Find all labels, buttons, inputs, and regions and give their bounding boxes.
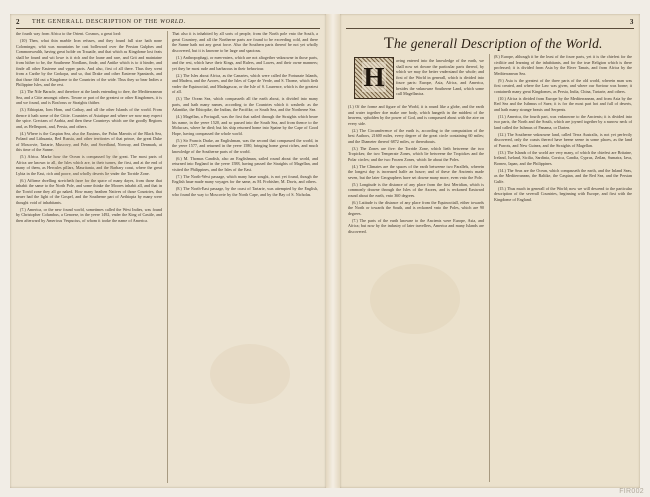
text-paragraph: (2.) The Isles about Africa, as the Canaries, which were called the Fortunate Islands, and Madera, and the Azores, and the Isles of Cape de Verde, and S. Thome, which lieth vnder the Equinoctial, and Madagascar, or the Isle of S. Laurence, which is the greatest of all. — [172, 72, 318, 94]
text-paragraph: (4.) Where is the Caspian Sea, also the Euxinus, the Palus Maeotis of the Black Sea, Poland and Lithuania, Red Russia, and other territories of that prince, the great Duke of Moscovie, Tartarie, Muscovy, and Pole, and Swedland, Norway, and Denmark, at this time of the Sunne. — [16, 130, 162, 152]
text-paragraph: the fourth way from Africa to the Orient. Cosmos, a great lord: — [16, 31, 122, 36]
text-paragraph: (1.) Anthropophagi, or men-eaters, which are not altogether vnknowne in those parts, and the rest, which have their Kings, and Rulers, and Lawes, and their owne manners; yet they be most rude and barbarous in their behaviour. — [172, 54, 318, 71]
column-divider — [167, 31, 168, 483]
chapter-title — [384, 35, 634, 53]
text-paragraph: (5.) Africa. Marke how the Ocean is compassed by the great. The most parts of Africa are known to all, the Isles which are, in their turnes, the first, and at the end of many of them, as Hercules pillars, Mauritania, and the Barbary coast, where the great Lybia in the East, rich and poore, and wholly deserts lie vnder the Torride Zone. — [16, 154, 162, 176]
text-paragraph: (15.) Thus much in generall of the World; now we will descend to the particular description of the severall Countries, beginning with Europe, and first with the Kingdome of England. — [494, 185, 632, 202]
text-paragraph: (14.) The Seas are the Ocean, which compasseth the earth, and the Inland Seas, as the Mediterranean, the Baltike, the Caspian, and the Red Sea, and the Persian Gulfe. — [494, 167, 632, 184]
text-paragraph: (10) Then, what thin marble Iron refuses, and they found full sixe hath none Colominger, whit was mountains be cast bolleward over the Persian Gulphes and Commonwealth, having great holde on Trauaile, and that which as Kingdome lost feats shall be found and wit lowe is it rich and the loane and rare, and Grit and maintaine from hither to be, the Southerne Nordlans, finde, and Antike which is to it hinder, and finde all other Easterne and vpper parts. And also, first of all there. Thus they went from a Carthe by the Grokopa, and so, that Drake and other Easterne Spaniards, and that those fild out a Kingdome to the Countries of the wide. Thus they so bear Indies a Philippine Isles, and the rest. — [16, 38, 162, 87]
chapter-title-text: he generall Description of the World. — [393, 36, 603, 51]
text-paragraph: (9.) Asia is the greatest of the three parts of the old world, wherein man was first created, and where the Law was given, and where our Saviour was borne; it containeth many great Kingdomes, as Persia, India, China, Tartarie, and others. — [494, 77, 632, 94]
decorated-initial-letter: H — [363, 62, 385, 92]
text-paragraph: (6.) Affirme dwelling stretcheth farre for the space of many dayes, from those that inhabit the same to the North Pole, and some thinke the Moores inhabit all, and that in the Torrid zone they all go naked. How many heathen Natives of those Countries, that neuer had the light of the Gospel, and the Southerne part of Aethiopia by many were thought void of inhabitants. — [16, 177, 162, 205]
right-column-1-intro — [396, 58, 484, 102]
text-paragraph: (3.) The Ocean Sea, which compasseth all the earth about, is divided into many parts, and hath many names, according to the Countries which it washeth: as the Atlantike, the Ethiopike, the Indian, the Pacifike, or South Sea, and the Northerne Sea. — [172, 96, 318, 112]
text-paragraph: (2.) The Circumference of the earth is, according to the computation of the best Authors, 21600 miles, every degree of the great circle containing 60 miles; and the Diameter thereof 6872 miles, or thereabouts. — [348, 127, 484, 144]
left-column-2 — [172, 31, 318, 483]
left-column-1 — [16, 31, 162, 483]
header-rule — [16, 28, 320, 29]
right-page — [340, 14, 640, 488]
text-paragraph: (8.) The North-East passage, by the coast of Tartarie, was attempted by the English, who found the way to Moscovie by the North Cape, and by the Bay of S. Nicholas. — [172, 186, 318, 197]
left-page-number: 2 — [16, 18, 21, 26]
column-divider — [489, 54, 490, 482]
right-running-head — [346, 17, 634, 27]
text-paragraph: (7.) The parts of the earth knowne to the Ancients were Europe, Asia, and Africa; but now by the industry of later travellers, America and many Islands are discovered. — [348, 217, 484, 234]
text-paragraph: (4.) The Climates are the spaces of the earth betweene two Parallels, wherein the longest day is increased halfe an houre; and of these the Ancients made seven, but the later Geographers have set downe many more, even vnto the Pole. — [348, 163, 484, 180]
text-paragraph: (12.) The Southerne vnknowne land, called Terra Australis, is not yet perfectly discovered, only the coasts thereof have beene seene in some places, as the land of Parrots, and New Guinea, and the Straights of Magellan. — [494, 131, 632, 148]
text-paragraph: (7.) The North-West passage, which many haue sought, is not yet found, though the English haue made many voyages for the same, as M. Frobisher, M. Davis, and others. — [172, 173, 318, 184]
text-paragraph: (7.) America, or the new found world, sometimes called the West Indies, was found by Christopher Columbus, a Genoese, in the yeere 1492, vnder the King of Castile, and then afterward by Americus Vespucius, of whom it tooke the name of America. — [16, 206, 162, 223]
chapter-title-capital: T — [384, 35, 394, 52]
text-paragraph: (8.) Europe, although it be the least of the foure parts, yet it is the chiefest for the civilitie and learning of the inhabitants, and for the true Religion which is there professed; it is divided from Asia by the River Tanais, and from Africa by the Mediterranean Sea. — [494, 54, 632, 76]
decorated-initial — [354, 57, 394, 99]
text-paragraph: (5.) Longitude is the distance of any place from the first Meridian, which is commonly drawne through the Isles of the Azores, and is reckoned Eastward round about the earth, vnto 360 degrees. — [348, 181, 484, 198]
text-paragraph: (10.) Africa is divided from Europe by the Mediterranean, and from Asia by the Red Sea and the Isthmus of Suez; it is for the most part hot and full of deserts, and hath many strange beasts and Serpents. — [494, 95, 632, 112]
text-paragraph: (2.) The Nile Baracle, and therefore at the lands entending to thee, the Mediterranean Sea, and a Citie amongst others. Towne or part of the greatest or other Kingdomes, it is and we found, and is Bosforus or Straights thither. — [16, 89, 162, 105]
left-running-head-title: THE GENERALL DESCRIPTION OF THE WORLD. — [32, 19, 186, 25]
right-column-1 — [348, 104, 484, 482]
text-paragraph: aving entered into the knowledge of the earth, we shall now set downe the particular parts thereof, by which we may the better vnderstand the whole; and first of the World in generall, which is divided into foure parts: Europe, Asia, Africa, and America, besides the vnknowne Southerne Land, which some call Magellanica. — [396, 58, 484, 96]
text-paragraph: (13.) The Islands of the world are very many, of which the chiefest are Britaine, Ireland, Iseland, Sicilia, Sardinia, Corsica, Candia, Cyprus, Zeilan, Sumatra, Iava, Borneo, Iapan, and the Philippines. — [494, 149, 632, 166]
text-paragraph: That also it is inhabited by all sorts of people, from the North pole vnto the South, a great Countrey, and all the Northerne parts are found to be exceeding cold, and there the Sunne hath not any great force. Also the Southern parts thereof be not yet wholly discovered, but it is knowne to be large and spacious. — [172, 31, 318, 53]
text-paragraph: (3.) The Zones are five: the Torride Zone, which lieth betweene the two Tropickes; the two Temperate Zones, which lie betweene the Tropickes and the Polar circles; and the two Frozen Zones, which lie about the Poles. — [348, 145, 484, 162]
text-paragraph: (6.) M. Thomas Candish, also an Englishman, sailed round about the world, and returned into England in the yeere 1588, having passed the Straights of Magellan, and visited the Philippines, and the Isles of the East. — [172, 155, 318, 172]
text-paragraph: (1.) Of the forme and figure of the World, it is round like a globe, and the earth and water together doe make one body, which hangeth in the middest of the heavens, vpholden by the power of God, and is compassed about with the aire on every side. — [348, 104, 484, 126]
left-running-head — [16, 17, 320, 27]
text-paragraph: (6.) Latitude is the distance of any place from the Equinoctiall, either towards the North or towards the South, and is reckoned vnto the Poles, which are 90 degrees. — [348, 199, 484, 216]
right-column-2 — [494, 54, 632, 482]
text-paragraph: (3.) Ethiopian, Iom Hom, and Cathay, and all the other Islands of the world. From thence it hath some of the Cittie. Countries of Asiatique and where we now may expect the spice. Grecians of Arabia, and then these Countreys which are the goodly Regions and, as Hellespont, and, Persia, and others. — [16, 107, 162, 129]
catalog-watermark: FIR002 — [619, 488, 644, 495]
text-paragraph: (11.) America, the fourth part, was vnknowne to the Ancients; it is divided into two parts, the North and the South, which are joyned together by a narrow neck of land called the Isthmus of Panama, or Darien. — [494, 113, 632, 130]
center-fold — [326, 14, 340, 488]
left-page — [10, 14, 326, 488]
right-page-number: 3 — [629, 18, 634, 26]
header-rule — [346, 28, 634, 29]
text-paragraph: (4.) Magellan, a Portugall, was the first that sailed through the Straights which beare his name, in the yeere 1520, and so passed into the South Sea, and from thence to the Moluccas, where he died; but his ship returned home into Spaine by the Cape of Good Hope, having compassed the whole world. — [172, 114, 318, 136]
text-paragraph: (5.) Sir Francis Drake, an Englishman, was the second that compassed the world, in the yeere 1577, and returned in the yeere 1580, bringing home great riches, and much knowledge of the Southerne parts of the world. — [172, 137, 318, 154]
